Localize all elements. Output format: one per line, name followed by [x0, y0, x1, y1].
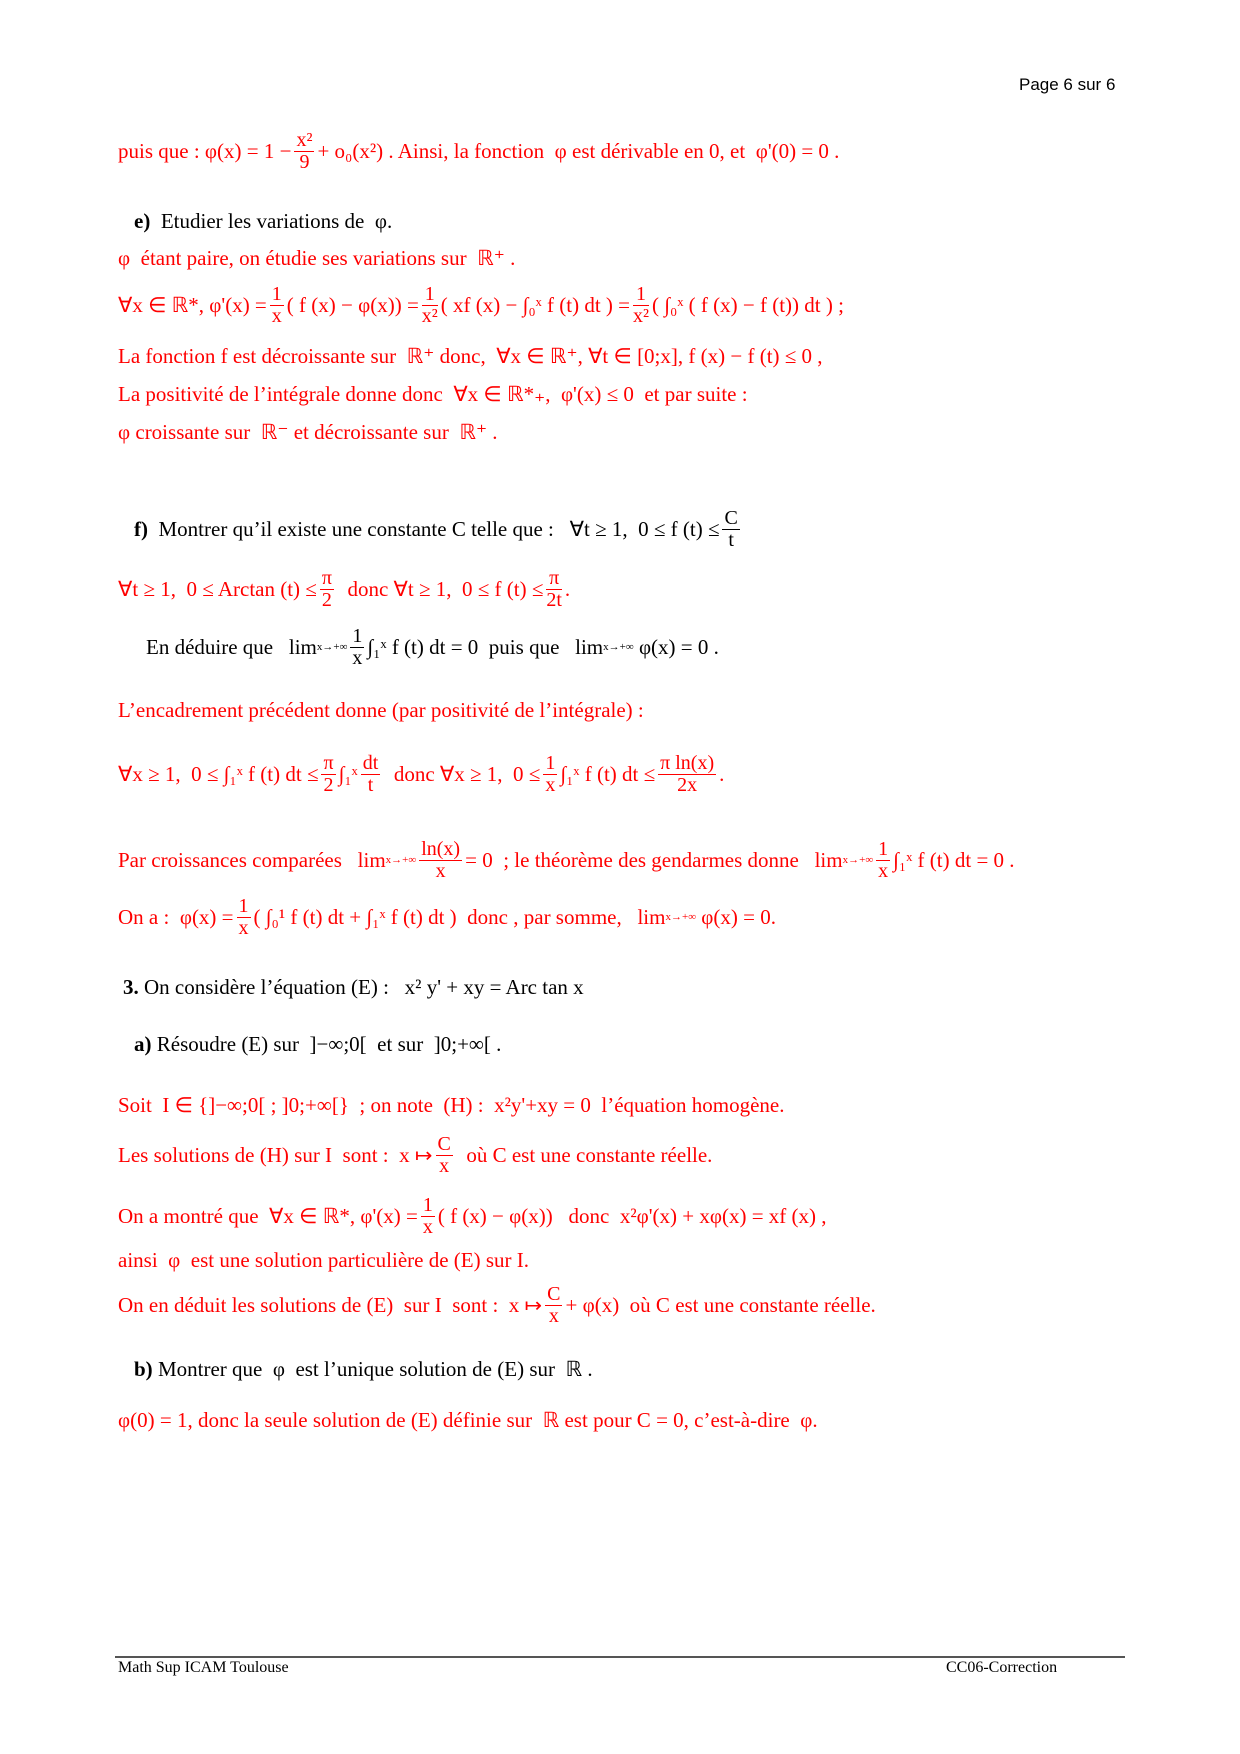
den: x	[548, 1304, 559, 1327]
page-number: Page 6 sur 6	[1019, 75, 1116, 94]
num: 1	[352, 624, 363, 647]
num: 1	[422, 1193, 433, 1216]
line	[118, 889, 776, 945]
fraction	[658, 753, 716, 796]
num: x²	[296, 128, 313, 151]
line	[118, 746, 724, 802]
text: + φ(x) où C est une constante réelle.	[565, 1292, 876, 1317]
line	[118, 1400, 818, 1440]
num: 1	[878, 837, 889, 860]
text: Résoudre (E) sur ]−∞;0[ et sur ]0;+∞[ .	[151, 1031, 502, 1056]
text: L’encadrement précédent donne (par positivité de l’intégrale) :	[118, 697, 644, 722]
den: x²	[633, 304, 649, 327]
text: ∫₁ˣ f (t) dt ≤	[560, 761, 656, 786]
question-e	[134, 201, 392, 241]
fraction	[350, 626, 364, 669]
text: Montrer que φ est l’unique solution de (E) sur ℝ .	[152, 1356, 593, 1381]
text: donc ∀t ≥ 1, 0 ≤ f (t) ≤	[336, 576, 544, 601]
fraction	[876, 839, 890, 882]
den: t	[367, 773, 374, 796]
fraction	[270, 284, 284, 327]
text: φ étant paire, on étudie ses variations sur ℝ⁺ .	[118, 245, 516, 270]
num: π	[323, 751, 334, 774]
num: 1	[238, 894, 249, 917]
lim-sub: x→+∞	[842, 854, 874, 866]
num: dt	[362, 751, 379, 774]
line	[118, 1277, 876, 1333]
den: x	[422, 1215, 433, 1238]
question-3	[123, 967, 584, 1007]
text: .	[564, 576, 571, 601]
text: On a : φ(x) =	[118, 904, 234, 929]
label: b)	[134, 1356, 153, 1381]
text: φ croissante sur ℝ⁻ et décroissante sur ℝ⁺ .	[118, 419, 498, 444]
lim-sub: x→+∞	[665, 911, 697, 923]
den: 2t	[546, 588, 562, 611]
text: On a montré que ∀x ∈ ℝ*, φ'(x) =	[118, 1203, 418, 1228]
line	[118, 1240, 529, 1280]
line-derivative	[118, 277, 844, 333]
label: f)	[134, 516, 148, 541]
text: Par croissances comparées lim	[118, 847, 386, 872]
line	[118, 690, 644, 730]
num: π	[321, 566, 332, 589]
text: La positivité de l’intégrale donne donc ∀x ∈ ℝ*₊, φ'(x) ≤ 0 et par suite :	[118, 381, 748, 406]
text: puis que : φ(x) = 1 −	[118, 138, 292, 163]
label: 3.	[123, 974, 139, 999]
text: .	[719, 761, 725, 786]
den: x	[271, 304, 282, 327]
label: a)	[134, 1031, 152, 1056]
den: x	[238, 916, 249, 939]
num: 1	[633, 284, 649, 306]
text: φ(0) = 1, donc la seule solution de (E) définie sur ℝ est pour C = 0, c’est-à-dire φ.	[118, 1407, 818, 1432]
text: ( f (x) − φ(x)) donc x²φ'(x) + xφ(x) = xf (x) ,	[437, 1203, 827, 1228]
den: t	[728, 528, 734, 551]
label: e)	[134, 208, 151, 233]
den: 2	[321, 588, 332, 611]
text: ∫₁ˣ f (t) dt = 0 .	[893, 847, 1015, 872]
fraction	[294, 130, 314, 173]
text: Les solutions de (H) sur I sont : x ↦	[118, 1142, 433, 1167]
text: ∫₁ˣ f (t) dt = 0 puis que lim	[367, 634, 604, 659]
text: ∀t ≥ 1, 0 ≤ Arctan (t) ≤	[118, 576, 317, 601]
text: La fonction f est décroissante sur ℝ⁺ donc, ∀x ∈ ℝ⁺, ∀t ∈ [0;x], f (x) − f (t) ≤ 0 ,	[118, 343, 823, 368]
fraction	[546, 568, 562, 611]
footer-divider	[115, 1656, 1125, 1658]
fraction	[320, 568, 334, 611]
text: = 0 ; le théorème des gendarmes donne lim	[465, 847, 843, 872]
num: ln(x)	[421, 837, 461, 860]
num: C	[547, 1282, 561, 1305]
fraction	[237, 896, 251, 939]
den: 9	[299, 150, 310, 173]
text: ( ∫₀¹ f (t) dt + ∫₁ˣ f (t) dt ) donc , par somme, lim	[253, 904, 666, 929]
num: C	[437, 1132, 451, 1155]
den: x	[435, 859, 446, 882]
line	[118, 1127, 712, 1183]
num: C	[724, 506, 738, 529]
line	[118, 336, 823, 376]
lim-sub: x→+∞	[385, 854, 417, 866]
line	[118, 1188, 827, 1244]
text: ( xf (x) − ∫₀ˣ f (t) dt ) =	[440, 292, 630, 317]
num: π ln(x)	[660, 751, 715, 774]
num: π	[546, 568, 562, 590]
den: x²	[421, 304, 438, 327]
fraction	[361, 753, 381, 796]
text: Etudier les variations de φ.	[150, 208, 393, 233]
den: x	[439, 1154, 450, 1177]
line	[118, 412, 498, 452]
den: x	[878, 859, 889, 882]
fraction	[722, 508, 739, 551]
text: où C est une constante réelle.	[455, 1142, 713, 1167]
num: 1	[422, 284, 438, 306]
lim-sub: x→+∞	[316, 641, 348, 653]
footer-left: Math Sup ICAM Toulouse	[118, 1659, 289, 1676]
question-a	[134, 1024, 501, 1064]
text: ( ∫₀ˣ ( f (x) − f (t)) dt ) ;	[652, 292, 844, 317]
text: φ(x) = 0 .	[633, 634, 719, 659]
fraction	[545, 1284, 562, 1327]
text: Soit I ∈ {]−∞;0[ ; ]0;+∞[} ; on note (H) : x²y'+xy = 0 l’équation homogène.	[118, 1092, 785, 1117]
fraction	[321, 753, 335, 796]
line	[118, 832, 1015, 888]
den: 2	[323, 773, 334, 796]
line	[118, 1085, 785, 1125]
text: + o₀(x²) . Ainsi, la fonction φ est dérivable en 0, et φ'(0) = 0 .	[317, 138, 840, 163]
fraction	[436, 1134, 453, 1177]
fraction	[422, 284, 438, 327]
line	[118, 374, 748, 414]
text: ( f (x) − φ(x)) =	[286, 292, 419, 317]
question-b	[134, 1349, 593, 1389]
footer-right: CC06-Correction	[946, 1659, 1058, 1676]
text: En déduire que lim	[146, 634, 317, 659]
fraction	[633, 284, 649, 327]
text: On en déduit les solutions de (E) sur I sont : x ↦	[118, 1292, 543, 1317]
num: 1	[545, 751, 556, 774]
text: ∀x ≥ 1, 0 ≤ ∫₁ˣ f (t) dt ≤	[118, 761, 319, 786]
den: 2x	[677, 773, 698, 796]
text: On considère l’équation (E) : x² y' + xy = Arc tan x	[138, 974, 584, 999]
lim-sub: x→+∞	[603, 641, 634, 653]
question-f	[134, 501, 743, 557]
text: ainsi φ est une solution particulière de (E) sur I.	[118, 1247, 530, 1272]
fraction	[543, 753, 557, 796]
fraction	[421, 1195, 435, 1238]
text: ∀x ∈ ℝ*, φ'(x) =	[118, 292, 267, 317]
line-phi-expansion	[118, 128, 840, 173]
line	[118, 238, 515, 278]
line-deduce	[146, 619, 719, 675]
text: Montrer qu’il existe une constante C telle que : ∀t ≥ 1, 0 ≤ f (t) ≤	[148, 516, 720, 541]
num: 1	[271, 282, 282, 305]
fraction	[419, 839, 462, 882]
text: ∫₁ˣ	[338, 761, 358, 786]
text: φ(x) = 0.	[696, 904, 776, 929]
line	[118, 561, 570, 617]
text: donc ∀x ≥ 1, 0 ≤	[383, 761, 541, 786]
den: x	[352, 646, 363, 669]
den: x	[545, 773, 556, 796]
